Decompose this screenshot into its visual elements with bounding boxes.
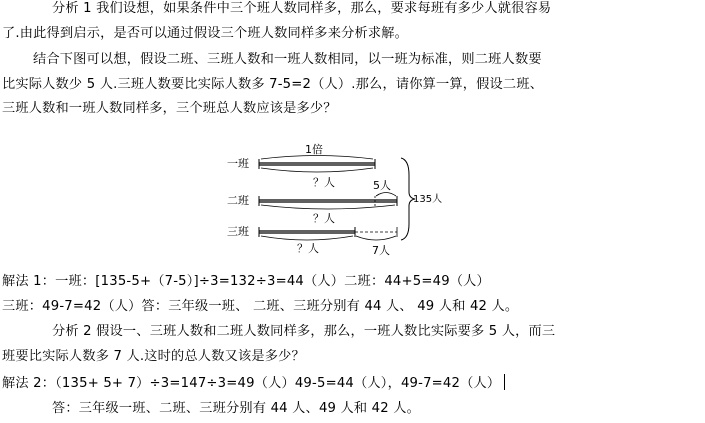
- solution2-line1: 解法 2：（135+ 5+ 7）÷3=147÷3=49（人）49-5=44（人），49-7=42（人）: [2, 376, 501, 391]
- class3-label: 三班: [227, 225, 249, 238]
- extra5-brace: [376, 193, 396, 197]
- hint-line2: 比实际人数少 5 人.三班人数要比实际人数多 7-5=2（人）.那么，请你算一算，假设二班、: [2, 77, 544, 92]
- text-cursor: [504, 374, 505, 390]
- analysis2-line2: 班要比实际人数多 7 人.这时的总人数又该是多少？: [2, 349, 305, 364]
- less7-brace: [356, 236, 396, 240]
- analysis1-line2: 了.由此得到启示，是否可以通过假设三个班人数同样多来分析求解。: [2, 26, 409, 41]
- extra5-label: 5人: [373, 179, 391, 192]
- unknown-label-2: ？人: [313, 212, 335, 225]
- solution1-line1: 解法 1：一班：[135-5+（7-5）]÷3=132÷3=44（人）二班：44+5=49（人）: [2, 274, 490, 289]
- hint-line1: 结合下图可以想，假设二班、三班人数和一班人数相同，以一班为标准，则二班人数要: [33, 52, 542, 67]
- solution1-line2: 三班：49-7=42（人）答：三年级一班、 二班、三班分别有 44 人、 49 人和 42 人。: [2, 299, 519, 314]
- one-times-brace: [261, 156, 373, 160]
- analysis1-line1: 分析 1 我们设想，如果条件中三个班人数同样多，那么，要求每班有多少人就很容易: [52, 1, 552, 16]
- class2-label: 二班: [227, 194, 249, 207]
- hint-line3: 三班人数和一班人数同样多，三个班总人数应该是多少？: [2, 101, 337, 116]
- less7-label: 7人: [372, 244, 390, 257]
- unknown-label-1: ？人: [313, 176, 335, 189]
- class1-label: 一班: [227, 157, 249, 170]
- class3-lower-brace: [261, 236, 353, 240]
- line-segment-diagram: [225, 140, 443, 260]
- analysis2-line1: 分析 2 假设一、三班人数和二班人数同样多，那么，一班人数比实际要多 5 人，而三: [52, 324, 556, 339]
- solution2-line1-wrap: [2, 374, 505, 393]
- class1-lower-brace: [261, 168, 373, 172]
- unknown-label-3: ？人: [297, 242, 319, 255]
- one-times-label: 1倍: [305, 143, 323, 156]
- total-label: 135人: [413, 194, 443, 205]
- answer2: 答：三年级一班、二班、三班分别有 44 人、49 人和 42 人。: [52, 401, 421, 416]
